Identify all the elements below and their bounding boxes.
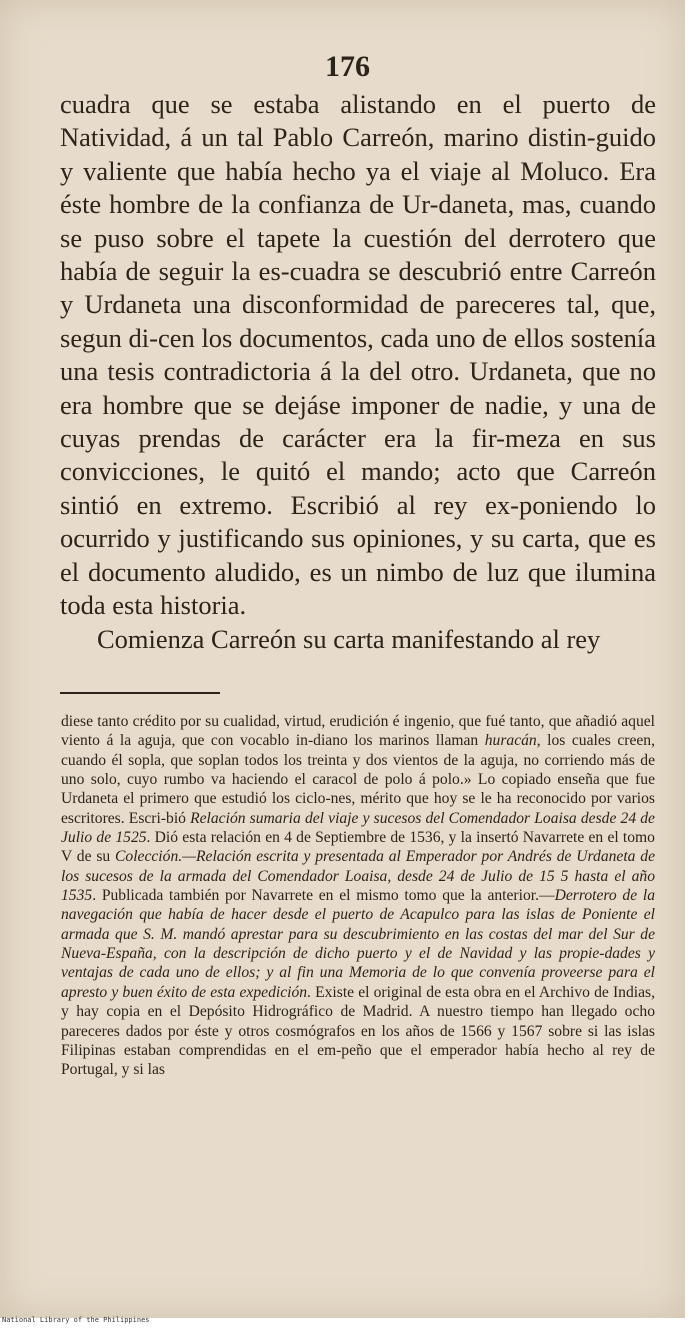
footnote-work-title: Colección.—Relación escrita y presentada al Emperador por Andrés de Urdaneta de los sucesos de la armada del Comendador Loaisa, desde 24 de Julio de 15 5 hasta el año 1535: [61, 848, 655, 905]
footnote-text: diese tanto crédito por su cualidad, virtud, erudición é ingenio, que fué tanto, que añadió aquel viento á la aguja, que con vocablo in-diano los marinos llaman: [61, 713, 655, 750]
body-text: [60, 88, 656, 656]
footnote-divider: [60, 692, 220, 694]
footnote-paragraph: [61, 712, 655, 1080]
footnote-work-title: Relación sumaria del viaje y sucesos del Comendador Loaisa desde 24 de Julio de 1525: [61, 809, 655, 847]
footnote-work-title: Derrotero de la navegación que había de hacer desde el puerto de Acapulco para las islas de Poniente el armada que S. M. mandó aprestar para su descubrimiento en las costas del mar del Sur de Nueva-España, con la descripción de dicho puerto y el de Navidad y las propie-dades y ventajas de cada uno de ellos; y al fin una Memoria de lo que convenía proveerse para el apresto y buen éxito de esta expedición: [61, 887, 655, 1001]
footnote-italic-term: huracán: [484, 732, 537, 750]
body-paragraph-1: cuadra que se estaba alistando en el puerto de Natividad, á un tal Pablo Carreón, marino distin-guido y valiente que había hecho ya el viaje al Moluco. Era éste hombre de la confianza de Ur-daneta, mas, cuando se puso sobre el tapete la cuestión del derrotero que había de seguir la es-cuadra se descubrió entre Carreón y Urdaneta una disconformidad de pareceres tal, que, segun di-cen los documentos, cada uno de ellos sostenía una tesis contradictoria á la del otro. Urdaneta, que no era hombre que se dejáse imponer de nadie, y una de cuyas prendas de carácter era la fir-meza en sus convicciones, le quitó el mando; acto que Carreón sintió en extremo. Escribió al rey ex-poniendo lo ocurrido y justificando sus opiniones, y su carta, que es el documento aludido, es un nimbo de luz que ilumina toda esta historia.: [60, 89, 656, 621]
footnote-text: . Existe el original de esta obra en el Archivo de Indias, y hay copia en el Depósito Hidrográfico de Madrid. A nuestro tiempo han llegado ocho pareceres dados por éste y otros cosmógrafos en los años de 1566 y 1567 sobre si las islas Filipinas estaban comprendidas en el em-peño que el emperador había hecho al rey de Portugal, y si las: [61, 983, 655, 1079]
library-credit: National Library of the Philippines: [2, 1316, 150, 1324]
footnote-text: , los cuales creen, cuando él sopla, que soplan todos los treinta y dos vientos de la aguja, no corriendo más de uno solo, cuyo rumbo va haciendo el caracol de polo á polo.» Lo copiado enseña que fue Urdaneta el primero que estudió los ciclo-nes, mérito que hoy se le ha reconocido por varios escritores. Escri-bió: [61, 732, 655, 827]
footnote-text: . Dió esta relación en 4 de Septiembre de 1536, y la insertó Navarrete en el tomo V de su: [61, 829, 655, 866]
footnote: [61, 712, 655, 1080]
body-paragraph-2: Comienza Carreón su carta manifestando al rey: [97, 623, 601, 654]
footnote-text: . Publicada también por Navarrete en el mismo tomo que la anterior.—: [92, 887, 555, 905]
page-number: 176: [325, 50, 370, 83]
